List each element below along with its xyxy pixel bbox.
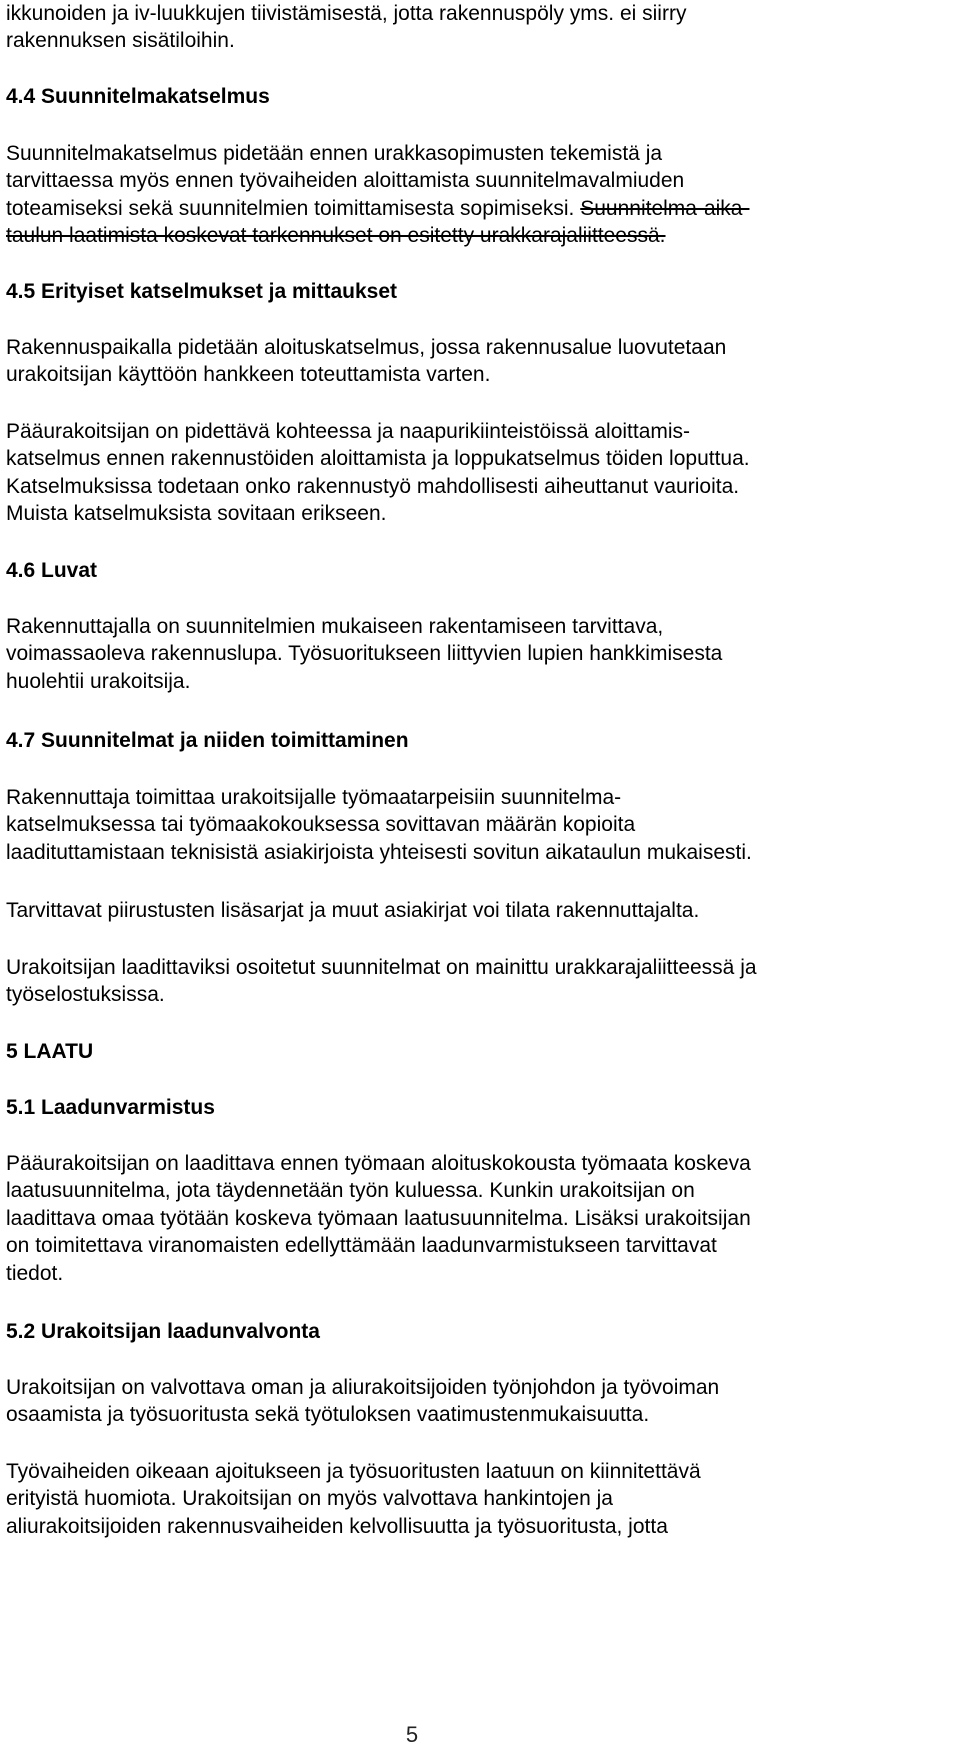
text-line: on toimitettava viranomaisten edellyttämään laadunvarmistukseen tarvittavat [6,1234,717,1258]
paragraph [6,418,750,528]
text-line: rakennuksen sisätiloihin. [6,29,235,53]
text-line [6,195,749,222]
text-line: voimassaoleva rakennuslupa. Työsuoritukseen liittyvien lupien hankkimisesta [6,642,723,666]
text-line: Rakennuspaikalla pidetään aloituskatselmus, jossa rakennusalue luovutetaan [6,336,727,359]
text-line: huolehtii urakoitsija. [6,669,191,693]
section-heading [6,1094,215,1121]
text-line: urakoitsijan käyttöön hankkeen toteuttamista varten. [6,363,491,387]
text-line: työselostuksissa. [6,983,165,1007]
paragraph [6,897,699,924]
text-line: Muista katselmuksista sovitaan erikseen. [6,502,387,526]
text-line: Urakoitsijan on valvottava oman ja aliurakoitsijoiden työnjohdon ja työvoiman [6,1376,720,1399]
section-heading [6,83,270,110]
text-line: Urakoitsijan laadittaviksi osoitetut suunnitelmat on mainittu urakkarajaliitteessä ja [6,956,757,979]
text-line: 5.1 Laadunvarmistus [6,1096,215,1119]
text-line: ikkunoiden ja iv-luukkujen tiivistämisestä, jotta rakennuspöly yms. ei siirry [6,2,687,25]
struck-text: taulun laatimista koskevat tarkennukset on esitetty urakkarajaliitteessä. [6,224,666,248]
paragraph [6,954,757,1009]
text-line: katselmuksessa tai työmaakokouksessa sovittavan määrän kopioita [6,813,636,837]
text-line: tiedot. [6,1261,64,1285]
text-line: Tarvittavat piirustusten lisäsarjat ja muut asiakirjat voi tilata rakennuttajalta. [6,899,700,922]
text-line: Rakennuttaja toimittaa urakoitsijalle työmaatarpeisiin suunnitelma- [6,786,622,809]
text-line: 4.7 Suunnitelmat ja niiden toimittaminen [6,729,409,752]
text-line: Työvaiheiden oikeaan ajoitukseen ja työsuoritusten laatuun on kiinnitettävä [6,1460,701,1483]
text-line: 4.6 Luvat [6,559,98,582]
text-line: Pääurakoitsijan on laadittava ennen työmaan aloituskokousta työmaata koskeva [6,1152,751,1175]
paragraph [6,0,686,55]
section-heading [6,1318,320,1345]
text-line: katselmus ennen rakennustöiden aloittamista ja loppukatselmus töiden loputtua. [6,447,750,471]
section-heading [6,1038,93,1065]
section-heading [6,278,397,305]
text-line: 5 LAATU [6,1040,94,1063]
paragraph [6,334,726,389]
text-line: laadittava omaa työtään koskeva työmaan laatusuunnitelma. Lisäksi urakoitsijan [6,1206,751,1230]
paragraph [6,140,749,250]
text-line: 5.2 Urakoitsijan laadunvalvonta [6,1320,320,1343]
paragraph [6,1458,701,1540]
struck-text: Suunnitelma-aika- [580,196,750,220]
text-line: laadituttamistaan teknisistä asiakirjoista yhteisesti sovitun aikataulun mukaisesti. [6,840,752,864]
section-heading [6,727,409,754]
paragraph [6,1150,751,1287]
text-line: laatusuunnitelma, jota täydennetään työn kuluessa. Kunkin urakoitsijan on [6,1179,695,1203]
text-line: 4.5 Erityiset katselmukset ja mittaukset [6,280,398,303]
paragraph [6,613,722,695]
text-line [6,222,749,249]
text-line: aliurakoitsijoiden rakennusvaiheiden kelvollisuutta ja työsuoritusta, jotta [6,1514,668,1538]
text-line: Pääurakoitsijan on pidettävä kohteessa ja naapurikiinteistöissä aloittamis- [6,420,691,443]
text-line: Rakennuttajalla on suunnitelmien mukaiseen rakentamiseen tarvittava, [6,615,664,638]
paragraph [6,1374,719,1429]
text-segment: toteamiseksi sekä suunnitelmien toimittamisesta sopimiseksi. [6,196,581,220]
paragraph [6,784,752,866]
text-line: erityistä huomiota. Urakoitsijan on myös valvottava hankintojen ja [6,1487,613,1511]
page-number: 5 [405,1722,419,1747]
text-line: 4.4 Suunnitelmakatselmus [6,85,270,108]
text-line: Suunnitelmakatselmus pidetään ennen urakkasopimusten tekemistä ja [6,142,663,165]
text-line: tarvittaessa myös ennen työvaiheiden aloittamista suunnitelmavalmiuden [6,169,685,193]
text-line: osaamista ja työsuoritusta sekä työtuloksen vaatimustenmukaisuutta. [6,1403,650,1427]
section-heading [6,557,97,584]
text-line: Katselmuksissa todetaan onko rakennustyö mahdollisesti aiheuttanut vaurioita. [6,474,740,498]
